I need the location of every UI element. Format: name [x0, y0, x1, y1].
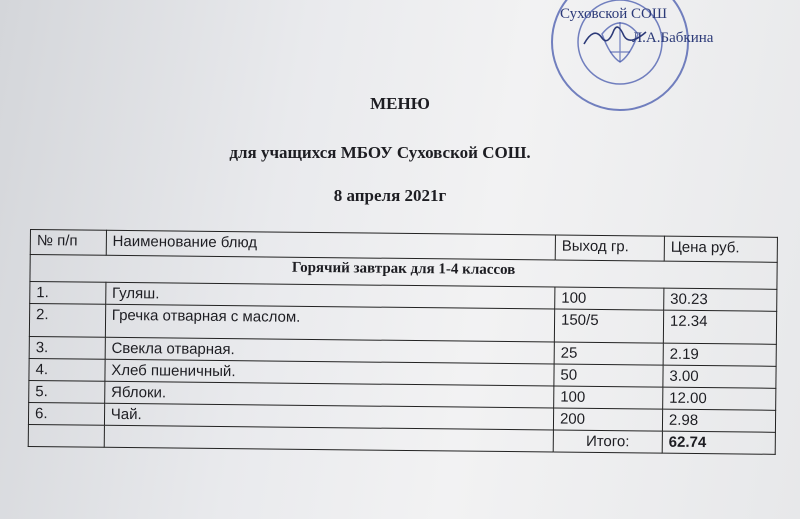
header-dish: Наименование блюд: [106, 230, 555, 260]
row-weight: 150/5: [554, 309, 663, 343]
row-price: 2.19: [663, 343, 776, 366]
row-dish: Свекла отварная.: [105, 337, 554, 364]
row-price: 12.00: [663, 387, 776, 410]
page-subtitle: для учащихся МБОУ Суховской СОШ.: [229, 143, 531, 162]
row-dish: Гуляш.: [105, 282, 554, 309]
row-num: 1.: [30, 282, 106, 305]
header-weight: Выход гр.: [555, 235, 664, 261]
row-num: 5.: [29, 380, 105, 403]
menu-table: [28, 229, 778, 455]
menu-date: 8 апреля 2021г: [333, 186, 447, 205]
row-num: 4.: [29, 358, 105, 381]
row-weight: 50: [554, 364, 663, 387]
header-num: № п/п: [30, 230, 106, 256]
total-empty-dish: [104, 425, 553, 452]
row-weight: 100: [555, 287, 664, 310]
row-num: 2.: [29, 304, 105, 338]
row-price: 30.23: [664, 288, 777, 311]
row-num: 3.: [29, 336, 105, 359]
row-price: 2.98: [662, 409, 775, 432]
row-dish: Гречка отварная с маслом.: [105, 304, 555, 342]
total-empty-num: [28, 424, 104, 447]
section-title: Горячий завтрак для 1-4 классов: [30, 255, 777, 290]
row-price: 3.00: [663, 365, 776, 388]
row-weight: 200: [553, 408, 662, 431]
total-label: Итого:: [553, 430, 662, 453]
row-weight: 100: [554, 386, 663, 409]
row-num: 6.: [28, 402, 104, 425]
approval-director: Л.А.Бабкина: [632, 30, 714, 46]
total-value: 62.74: [662, 431, 775, 454]
page-title: МЕНЮ: [370, 94, 430, 113]
row-dish: Яблоки.: [104, 381, 553, 408]
row-dish: Хлеб пшеничный.: [105, 359, 554, 386]
row-weight: 25: [554, 342, 663, 365]
approval-school: Суховской СОШ: [560, 6, 667, 22]
row-price: 12.34: [663, 310, 776, 344]
header-price: Цена руб.: [664, 236, 777, 262]
row-dish: Чай.: [104, 403, 553, 430]
